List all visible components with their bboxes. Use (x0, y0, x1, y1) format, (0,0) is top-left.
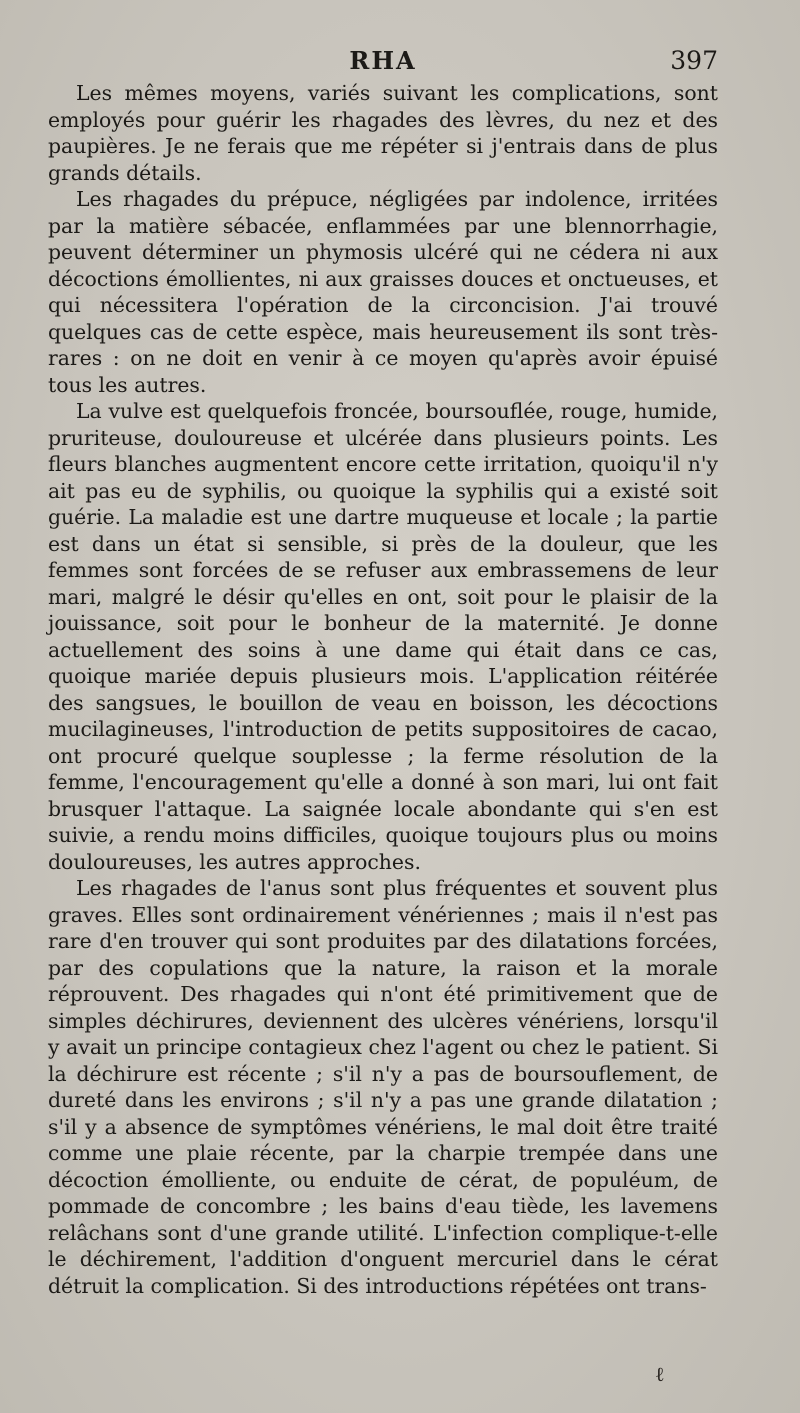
paragraph-lips-nose-eyelids: Les mêmes moyens, variés suivant les complications, sont employés pour guérir les rhagades des lèvres, du nez et des paupières. Je ne ferais que me répéter si j'entrais dans de plus grands détails. (48, 81, 718, 185)
page-number: 397 (670, 46, 718, 75)
running-head-title: RHA (349, 46, 417, 75)
running-head (48, 46, 718, 82)
paragraph-anus: Les rhagades de l'anus sont plus fréquentes et souvent plus graves. Elles sont ordinairement vénériennes ; mais il n'est pas rare d'en trouver qui sont produites par des dilatations forcées, par des copulations que la nature, la raison et la morale réprouvent. Des rhagades qui n'ont été primitivement que de simples déchirures, deviennent des ulcères vénériens, lorsqu'il y avait un principe contagieux chez l'agent ou chez le patient. Si la déchirure est récente ; s'il n'y a pas de boursouflement, de dureté dans les environs ; s'il n'y a pas une grande dilatation ; s'il y a absence de symptômes vénériens, le mal doit être traité comme une plaie récente, par la charpie trempée dans une décoction émolliente, ou enduite de cérat, de populéum, de pommade de concombre ; les bains d'eau tiède, les lavemens relâchans sont d'une grande utilité. L'infection complique-t-elle le déchirement, l'addition d'onguent mercuriel dans le cérat détruit la complication. Si des introductions répétées ont trans- (48, 876, 718, 1298)
paragraph-prepuce: Les rhagades du prépuce, négligées par indolence, irritées par la matière sébacée, enflammées par une blennorrhagie, peuvent déterminer un phymosis ulcéré qui ne cédera ni aux décoctions émollientes, ni aux graisses douces et onctueuses, et qui nécessitera l'opération de la circoncision. J'ai trouvé quelques cas de cette espèce, mais heureusement ils sont très-rares : on ne doit en venir à ce moyen qu'après avoir épuisé tous les autres. (48, 187, 718, 397)
paragraph-vulva: La vulve est quelquefois froncée, boursouflée, rouge, humide, pruriteuse, douloureuse et ulcérée dans plusieurs points. Les fleurs blanches augmentent encore cette irritation, quoiqu'il n'y ait pas eu de syphilis, ou quoique la syphilis qui a existé soit guérie. La maladie est une dartre muqueuse et locale ; la partie est dans un état si sensible, si près de la douleur, que les femmes sont forcées de se refuser aux embrassemens de leur mari, malgré le désir qu'elles en ont, soit pour le plaisir de la jouissance, soit pour le bonheur de la maternité. Je donne actuellement des soins à une dame qui était dans ce cas, quoique mariée depuis plusieurs mois. L'application réitérée des sangsues, le bouillon de veau en boisson, les décoctions mucilagineuses, l'introduction de petits suppositoires de cacao, ont procuré quelque souplesse ; la ferme résolution de la femme, l'encouragement qu'elle a donné à son mari, lui ont fait brusquer l'attaque. La saignée locale abondante qui s'en est suivie, a rendu moins difficiles, quoique toujours plus ou moins douloureuses, les autres approches. (48, 399, 718, 874)
bottom-ink-mark: ℓ (655, 1362, 665, 1386)
body-text (48, 80, 718, 1299)
